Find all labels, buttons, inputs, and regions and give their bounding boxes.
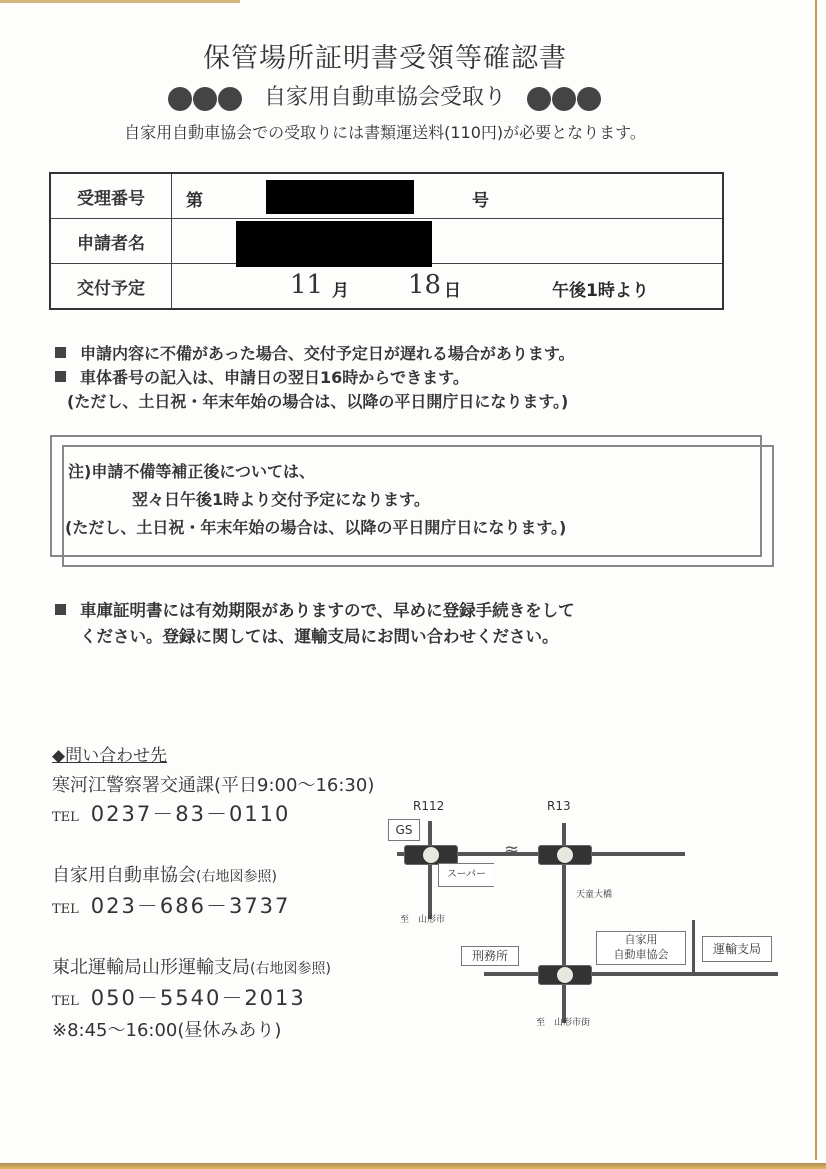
map-road-lower [484, 972, 778, 976]
redacted-receipt-number [266, 180, 414, 214]
contact-transport-hours: ※8:45～16:00(昼休みあり) [52, 1020, 282, 1041]
day-unit: 日 [444, 281, 461, 301]
notes-section [55, 342, 575, 414]
traffic-signal-icon [538, 845, 592, 865]
contact-transport-tel: TEL 050－5540－2013 [52, 986, 306, 1010]
framed-note-line1: 注)申請不備等補正後については、 [68, 462, 315, 481]
note-item-subtext: (ただし、土日祝・年末年始の場合は、以降の平日開庁日になります。) [67, 392, 569, 411]
paper-edge-right [815, 0, 817, 1160]
contact-police-name: 寒河江警察署交通課(平日9:00～16:30) [52, 775, 375, 796]
contacts-heading: ◆問い合わせ先 [52, 746, 168, 766]
table-row-applicant-name [50, 219, 723, 264]
note-item: 申請内容に不備があった場合、交付予定日が遅れる場合があります。 [55, 342, 575, 366]
applicant-name-field [172, 219, 724, 264]
map-prison: 刑務所 [461, 946, 519, 966]
square-bullet-icon [55, 604, 66, 615]
square-bullet-icon [55, 347, 66, 358]
expiry-line2: ください。登録に関しては、運輸支局にお問い合わせください。 [80, 627, 559, 646]
framed-note-line3: (ただし、土日祝・年末年始の場合は、以降の平日開庁日になります。) [65, 518, 567, 537]
road-break-icon: ≈ [504, 839, 520, 860]
receipt-number-field [172, 173, 724, 219]
issue-schedule-label: 交付予定 [50, 264, 172, 310]
map-to-yamagata-city: 至 山形市街 [536, 1018, 591, 1028]
redacted-applicant-name [236, 221, 432, 267]
map-gs: GS [388, 819, 420, 841]
framed-note-line2: 翌々日午後1時より交付予定になります。 [132, 490, 430, 509]
dots-left-icon [168, 86, 243, 111]
framed-note [65, 458, 567, 542]
map-road-side [692, 920, 695, 974]
document-title: 保管場所証明書受領等確認書 [203, 43, 567, 74]
contact-association-name: 自家用自動車協会(右地図参照) [52, 865, 277, 886]
map-label-r13: R13 [547, 799, 571, 813]
handwritten-day: 18 [408, 270, 442, 300]
note-item: 車体番号の記入は、申請日の翌日16時からできます。 [55, 366, 575, 390]
handwritten-month: 11 [290, 270, 324, 300]
registration-table [49, 172, 724, 310]
tel-icon: TEL [52, 810, 79, 825]
subtitle-text: 自家用自動車協会受取り [263, 85, 506, 110]
expiry-note [55, 598, 575, 650]
contacts-section [52, 742, 374, 1045]
receipt-suffix: 号 [472, 191, 489, 211]
tel-icon: TEL [52, 994, 79, 1009]
square-bullet-icon [55, 371, 66, 382]
contact-association-tel: TEL 023－686－3737 [52, 894, 291, 918]
contact-transport-name: 東北運輸局山形運輸支局(右地図参照) [52, 957, 331, 978]
table-row-receipt-number [50, 173, 723, 219]
map-association: 自家用 自動車協会 [596, 931, 686, 965]
map-to-yamagata: 至 山形市 [400, 915, 446, 925]
issue-time: 午後1時より [552, 281, 649, 301]
tel-icon: TEL [52, 902, 79, 917]
month-unit: 月 [332, 281, 349, 301]
paper-edge-top [0, 0, 240, 3]
issue-schedule-field [172, 264, 724, 310]
traffic-signal-icon [404, 845, 458, 865]
expiry-line1: 車庫証明書には有効期限がありますので、早めに登録手続きをして [80, 601, 575, 620]
applicant-name-label: 申請者名 [50, 219, 172, 264]
paper-edge-bottom [0, 1163, 826, 1169]
table-row-issue-schedule [50, 264, 723, 310]
document-subtitle [0, 80, 770, 111]
traffic-signal-icon [538, 965, 592, 985]
receipt-prefix: 第 [186, 191, 203, 211]
map-road-r112 [428, 821, 432, 919]
receipt-number-label: 受理番号 [50, 173, 172, 219]
map-transport-office: 運輸支局 [702, 936, 772, 962]
fee-note: 自家用自動車協会での受取りには書類運送料(110円)が必要となります。 [124, 123, 646, 142]
map-super: スーパー [438, 863, 494, 887]
map-bridge: 天童大橋 [576, 890, 613, 900]
contact-police-tel: TEL 0237－83－0110 [52, 802, 291, 826]
dots-right-icon [527, 86, 602, 111]
location-map [380, 795, 800, 1045]
map-label-r112: R112 [413, 799, 445, 813]
